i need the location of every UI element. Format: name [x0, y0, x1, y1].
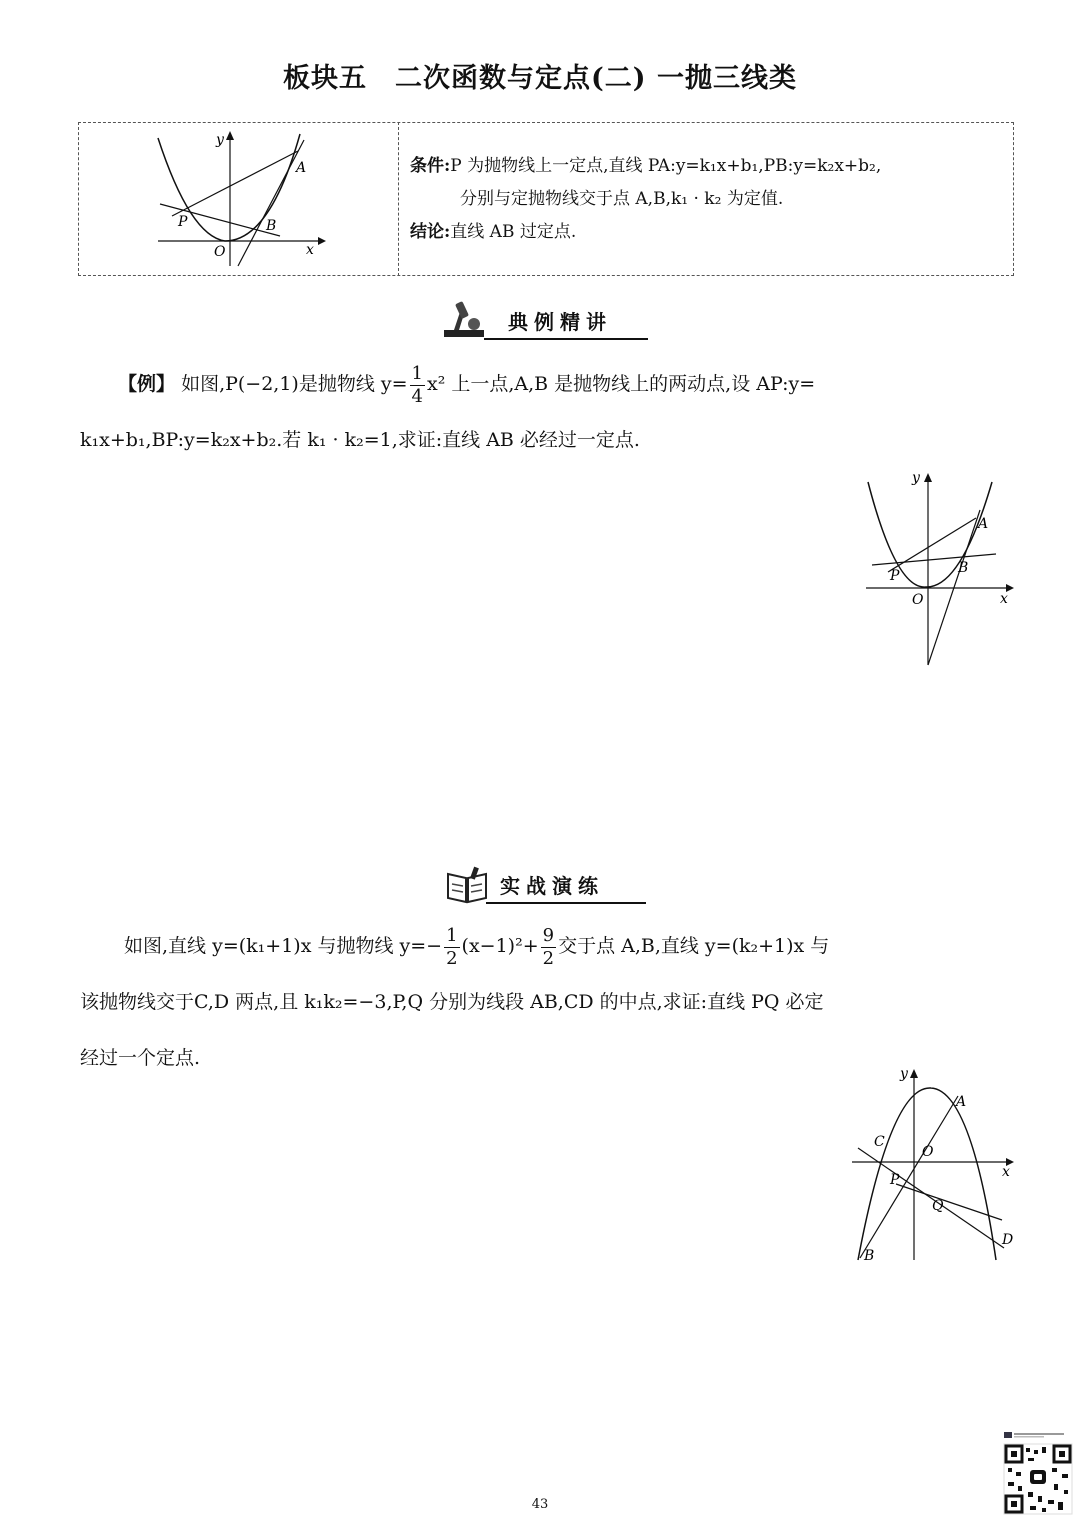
example-frac-num: 1	[411, 362, 423, 384]
label-y: y	[912, 470, 920, 486]
label-b: B	[958, 560, 969, 576]
label-o: O	[214, 244, 226, 260]
microscope-icon	[440, 298, 490, 340]
title-part2: 二次函数与定点(二) 一抛三线类	[395, 63, 797, 94]
example-figure	[856, 460, 1026, 670]
summary-figure	[150, 126, 330, 271]
y-axis-arrow	[910, 1069, 918, 1078]
practice-frac2-den: 2	[542, 947, 555, 969]
line-ab	[238, 140, 307, 266]
parabola	[858, 1088, 996, 1260]
label-o: O	[912, 592, 924, 608]
page-title	[0, 56, 1080, 95]
practice-fraction-1	[444, 925, 459, 970]
book-icon	[446, 866, 488, 904]
label-p: P	[178, 214, 188, 230]
conclusion-text: 直线 AB 过定点.	[450, 222, 577, 242]
practice-frac2-num: 9	[542, 924, 555, 946]
label-p: P	[890, 1172, 900, 1188]
line-ab	[860, 1096, 958, 1258]
summary-text	[410, 150, 1010, 249]
example-text-a: 如图,P(−2,1)是抛物线 y=	[181, 373, 408, 395]
line-cd	[858, 1148, 1004, 1248]
practice-line2: 该抛物线交于C,D 两点,且 k₁k₂=−3,P,Q 分别为线段 AB,CD 的中点,求证:直线 PQ 必定	[80, 991, 824, 1013]
practice-text-a: 如图,直线 y=(k₁+1)x 与抛物线 y=−	[124, 935, 443, 957]
condition-line1	[410, 150, 1010, 183]
example-line2: k₁x+b₁,BP:y=k₂x+b₂.若 k₁ · k₂=1,求证:直线 AB 必经过一定点.	[80, 429, 640, 451]
label-p: P	[890, 568, 900, 584]
example-label: 【例】	[118, 373, 176, 395]
practice-figure	[846, 1060, 1026, 1266]
practice-line3: 经过一个定点.	[80, 1047, 201, 1069]
practice-text-b: (x−1)²+	[461, 935, 539, 957]
practice-line1	[80, 918, 1020, 974]
conclusion-line	[410, 216, 1010, 249]
condition-line2: 分别与定抛物线交于点 A,B,k₁ · k₂ 为定值.	[460, 189, 784, 209]
parabola	[868, 482, 992, 587]
practice-fraction-2	[541, 925, 556, 970]
practice-frac1-den: 2	[446, 947, 458, 969]
practice-frac1-num: 1	[446, 924, 458, 946]
label-q: Q	[932, 1198, 944, 1214]
label-a: A	[978, 516, 989, 532]
label-y: y	[900, 1066, 908, 1082]
x-axis-arrow	[318, 237, 326, 245]
label-x: x	[306, 242, 314, 258]
example-heading: 典例精讲	[508, 310, 612, 334]
conclusion-label: 结论:	[410, 222, 451, 242]
example-line1	[80, 356, 1020, 412]
example-fraction	[410, 363, 425, 408]
label-x: x	[1002, 1164, 1010, 1180]
label-o: O	[922, 1144, 934, 1160]
summary-box-divider	[398, 122, 399, 276]
label-c: C	[874, 1134, 885, 1150]
example-frac-den: 4	[411, 385, 423, 407]
label-x: x	[1000, 591, 1008, 607]
label-d: D	[1002, 1232, 1014, 1248]
y-axis-arrow	[924, 473, 932, 482]
condition-label: 条件:	[410, 156, 451, 176]
line-pb	[872, 554, 996, 565]
label-b: B	[864, 1248, 875, 1264]
condition-text-line1: P 为抛物线上一定点,直线 PA:y=k₁x+b₁,PB:y=k₂x+b₂,	[450, 156, 882, 176]
practice-heading-underline	[486, 902, 646, 904]
example-heading-underline	[484, 338, 648, 340]
label-b: B	[266, 218, 277, 234]
label-a: A	[956, 1094, 967, 1110]
example-text-b: x² 上一点,A,B 是抛物线上的两动点,设 AP:y=	[427, 373, 816, 395]
example-problem	[80, 356, 1020, 468]
practice-heading: 实战演练	[500, 874, 604, 898]
page-number: 43	[531, 1497, 549, 1512]
label-y: y	[216, 132, 224, 148]
line-pa	[172, 151, 298, 216]
y-axis-arrow	[226, 131, 234, 140]
practice-text-c: 交于点 A,B,直线 y=(k₂+1)x 与	[558, 935, 830, 957]
title-part1: 板块五	[283, 63, 368, 94]
label-a: A	[296, 160, 307, 176]
